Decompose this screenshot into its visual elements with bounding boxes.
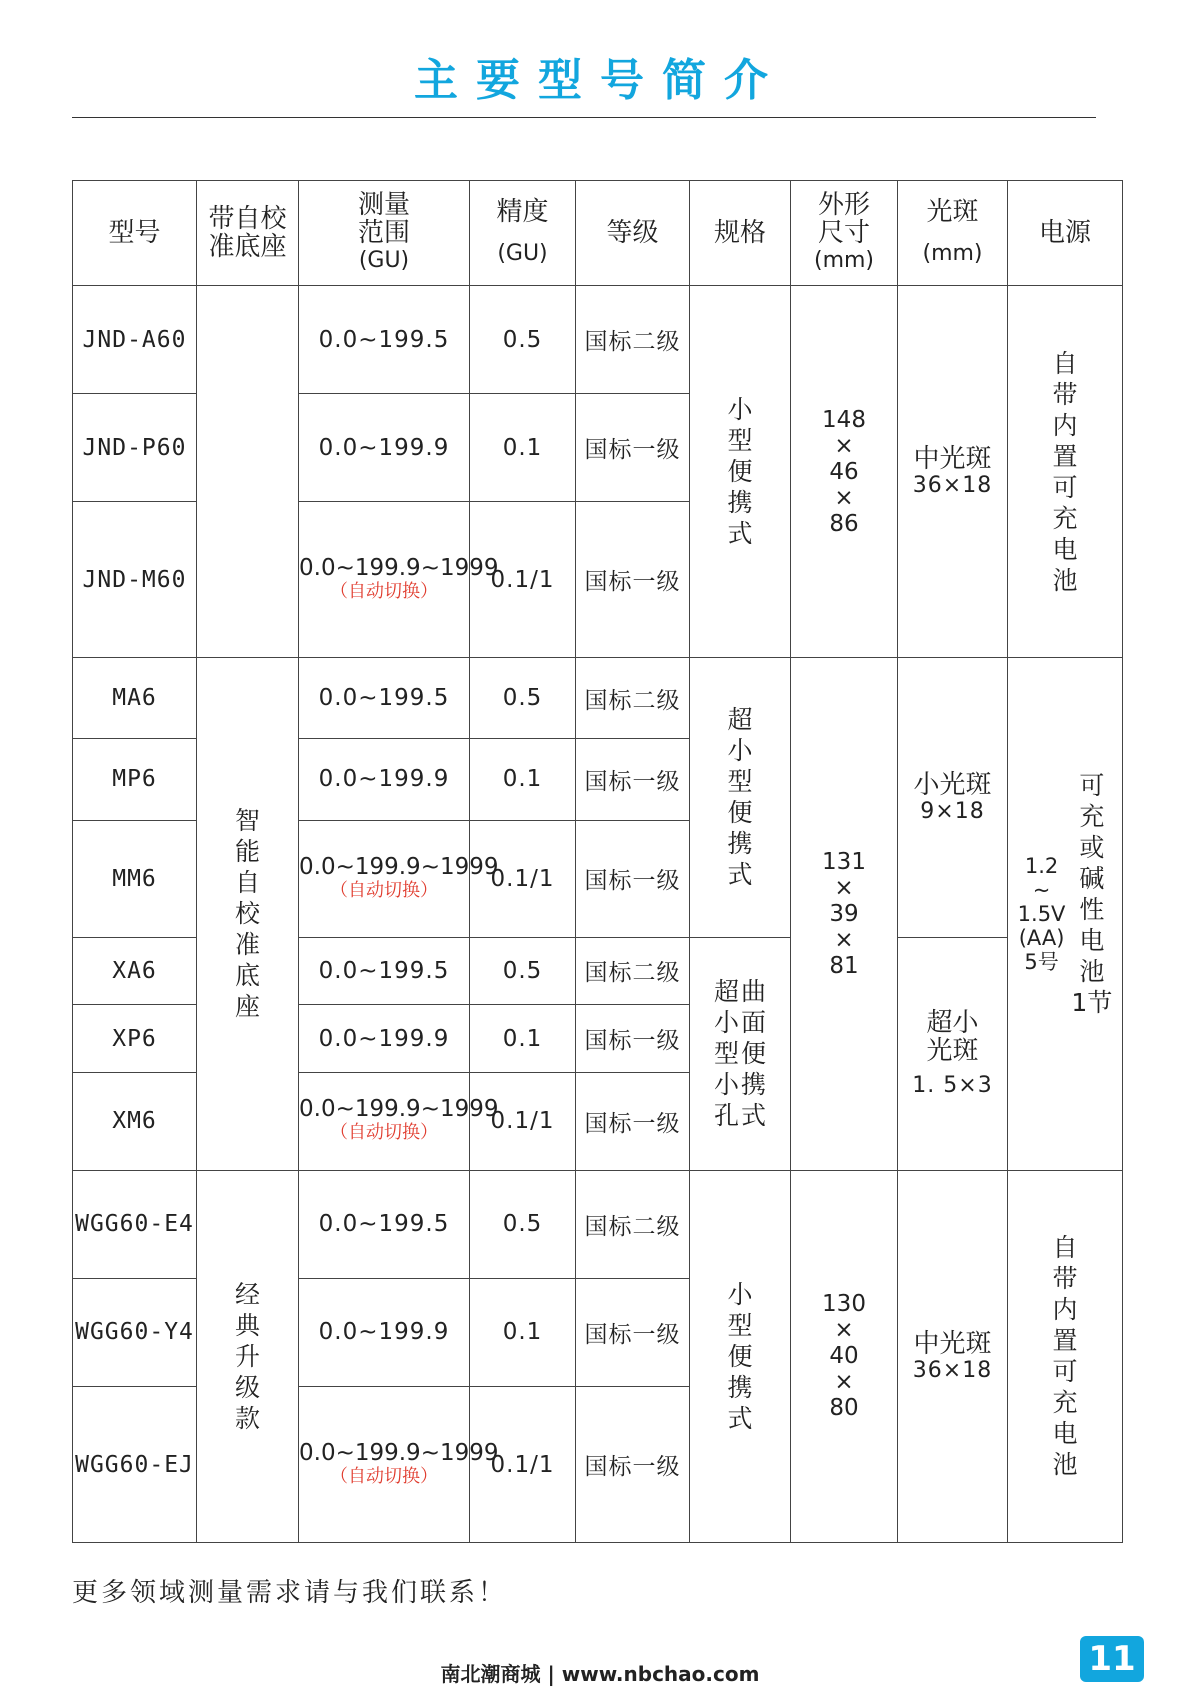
range-cell: 0.0~199.9 xyxy=(299,1005,470,1073)
header-model: 型号 xyxy=(73,181,197,286)
precision-cell: 0.1/1 xyxy=(470,1387,576,1543)
range-cell: 0.0~199.9~1999 （自动切换） xyxy=(299,502,470,658)
model-cell: JND-P60 xyxy=(73,394,197,502)
grade-cell: 国标一级 xyxy=(576,1278,690,1386)
header-base: 带自校 准底座 xyxy=(197,181,299,286)
spot-cell: 中光斑 36×18 xyxy=(898,286,1008,658)
size-cell: 131 × 39 × 81 xyxy=(791,658,898,1171)
range-cell: 0.0~199.5 xyxy=(299,1170,470,1278)
model-cell: MM6 xyxy=(73,820,197,937)
precision-cell: 0.1/1 xyxy=(470,502,576,658)
range-cell: 0.0~199.5 xyxy=(299,658,470,739)
power-cell: 自 带 内 置 可 充 电 池 xyxy=(1008,286,1123,658)
precision-cell: 0.1 xyxy=(470,1005,576,1073)
range-cell: 0.0~199.9 xyxy=(299,394,470,502)
precision-cell: 0.5 xyxy=(470,937,576,1005)
header-power: 电源 xyxy=(1008,181,1123,286)
range-cell: 0.0~199.9 xyxy=(299,739,470,820)
range-cell: 0.0~199.5 xyxy=(299,286,470,394)
grade-cell: 国标二级 xyxy=(576,1170,690,1278)
contact-note: 更多领域测量需求请与我们联系！ xyxy=(72,1578,508,1608)
base-cell: 经 典 升 级 款 xyxy=(197,1170,299,1542)
header-range: 测量 范围 (GU) xyxy=(299,181,470,286)
model-cell: JND-M60 xyxy=(73,502,197,658)
header-spec: 规格 xyxy=(690,181,791,286)
power-cell: 1.2 ~ 1.5V (AA) 5号 可 充 或 碱 性 电 池 1节 xyxy=(1008,658,1123,1171)
power-cell: 自 带 内 置 可 充 电 池 xyxy=(1008,1170,1123,1542)
model-cell: MA6 xyxy=(73,658,197,739)
range-cell: 0.0~199.9~1999 （自动切换） xyxy=(299,820,470,937)
title-divider xyxy=(72,117,1096,118)
size-cell: 130 × 40 × 80 xyxy=(791,1170,898,1542)
model-cell: XM6 xyxy=(73,1073,197,1171)
base-cell: 智 能 自 校 准 底 座 xyxy=(197,658,299,1171)
spot-cell: 超小 光斑 1. 5×3 xyxy=(898,937,1008,1170)
range-cell: 0.0~199.9~1999 （自动切换） xyxy=(299,1387,470,1543)
model-cell: XA6 xyxy=(73,937,197,1005)
model-cell: JND-A60 xyxy=(73,286,197,394)
table-row xyxy=(73,658,1123,739)
grade-cell: 国标一级 xyxy=(576,1387,690,1543)
grade-cell: 国标一级 xyxy=(576,820,690,937)
spec-cell: 小 型 便 携 式 xyxy=(690,1170,791,1542)
header-precision: 精度 (GU) xyxy=(470,181,576,286)
base-cell-empty xyxy=(197,286,299,658)
spec-cell: 小 型 便 携 式 xyxy=(690,286,791,658)
spot-cell: 中光斑 36×18 xyxy=(898,1170,1008,1542)
precision-cell: 0.1 xyxy=(470,394,576,502)
header-grade: 等级 xyxy=(576,181,690,286)
spec-cell: 超 小 型 便 携 式 xyxy=(690,658,791,937)
spot-cell: 小光斑 9×18 xyxy=(898,658,1008,937)
table-row xyxy=(73,286,1123,394)
precision-cell: 0.1/1 xyxy=(470,1073,576,1171)
header-row xyxy=(73,181,1123,286)
model-spec-table xyxy=(72,180,1123,1543)
grade-cell: 国标二级 xyxy=(576,658,690,739)
precision-cell: 0.5 xyxy=(470,658,576,739)
model-cell: WGG60-E4 xyxy=(73,1170,197,1278)
grade-cell: 国标一级 xyxy=(576,502,690,658)
spec-cell: 超 小 型 小 孔 曲 面 便 携 式 xyxy=(690,937,791,1170)
page-title: 主要型号简介 xyxy=(414,55,786,106)
range-cell: 0.0~199.9~1999 （自动切换） xyxy=(299,1073,470,1171)
precision-cell: 0.5 xyxy=(470,286,576,394)
header-size: 外形 尺寸 (mm) xyxy=(791,181,898,286)
grade-cell: 国标一级 xyxy=(576,739,690,820)
voltage-label: 1.2 ~ 1.5V (AA) 5号 xyxy=(1017,853,1066,974)
precision-cell: 0.5 xyxy=(470,1170,576,1278)
table-row xyxy=(73,1170,1123,1278)
grade-cell: 国标二级 xyxy=(576,937,690,1005)
model-cell: WGG60-Y4 xyxy=(73,1278,197,1386)
size-cell: 148 × 46 × 86 xyxy=(791,286,898,658)
model-cell: XP6 xyxy=(73,1005,197,1073)
range-cell: 0.0~199.9 xyxy=(299,1278,470,1386)
grade-cell: 国标一级 xyxy=(576,394,690,502)
model-cell: MP6 xyxy=(73,739,197,820)
grade-cell: 国标一级 xyxy=(576,1005,690,1073)
precision-cell: 0.1 xyxy=(470,739,576,820)
header-spot: 光斑 (mm) xyxy=(898,181,1008,286)
grade-cell: 国标二级 xyxy=(576,286,690,394)
range-cell: 0.0~199.5 xyxy=(299,937,470,1005)
site-footer: 南北潮商城 | www.nbchao.com xyxy=(440,1662,760,1686)
page-number-badge: 11 xyxy=(1080,1636,1144,1682)
precision-cell: 0.1 xyxy=(470,1278,576,1386)
grade-cell: 国标一级 xyxy=(576,1073,690,1171)
model-cell: WGG60-EJ xyxy=(73,1387,197,1543)
precision-cell: 0.1/1 xyxy=(470,820,576,937)
